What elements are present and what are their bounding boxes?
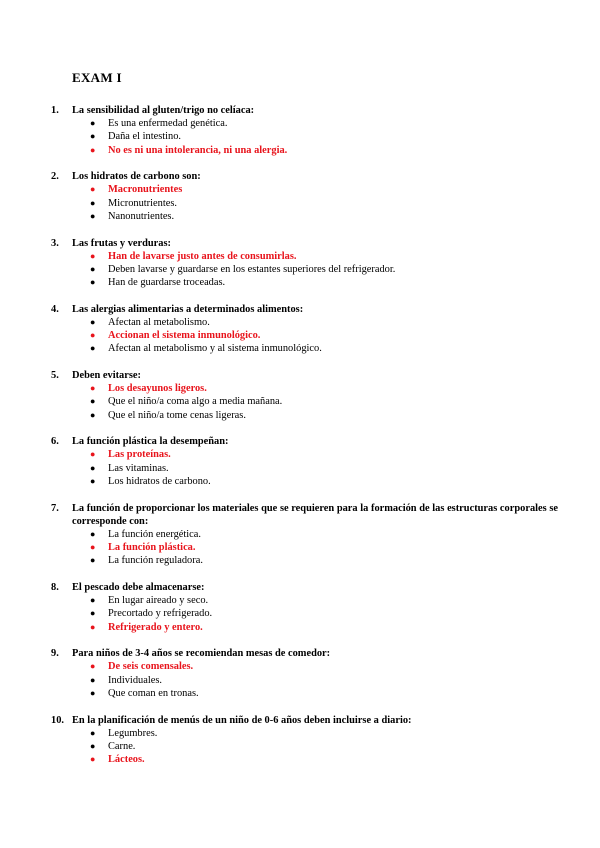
question-heading xyxy=(0,104,600,117)
answer-option xyxy=(0,554,600,567)
bullet-icon: ● xyxy=(90,409,96,420)
question-heading xyxy=(0,170,600,183)
question-number: 3. xyxy=(51,237,59,249)
option-list xyxy=(0,660,600,700)
bullet-icon: ● xyxy=(90,687,96,698)
option-list xyxy=(0,448,600,488)
question-heading xyxy=(0,237,600,250)
bullet-icon: ● xyxy=(90,740,96,751)
question-text: Las frutas y verduras: xyxy=(72,237,171,249)
option-text: Deben lavarse y guardarse en los estantes superiores del refrigerador. xyxy=(108,263,396,275)
option-text: Nanonutrientes. xyxy=(108,210,175,222)
correct-answer-option xyxy=(0,144,600,157)
answer-option xyxy=(0,342,600,355)
question-7 xyxy=(0,502,600,568)
option-text: Carne. xyxy=(108,740,136,752)
correct-answer-option xyxy=(0,753,600,766)
question-number: 7. xyxy=(51,502,59,514)
option-text: No es ni una intolerancia, ni una alergia. xyxy=(108,144,288,156)
option-list xyxy=(0,594,600,634)
correct-answer-option xyxy=(0,183,600,196)
bullet-icon: ● xyxy=(90,184,96,195)
option-text: Macronutrientes xyxy=(108,184,183,196)
question-heading xyxy=(0,502,600,528)
option-text: Lácteos. xyxy=(108,754,145,766)
bullet-icon: ● xyxy=(90,144,96,155)
answer-option xyxy=(0,130,600,143)
option-text: Daña el intestino. xyxy=(108,131,182,143)
question-heading xyxy=(0,303,600,316)
option-list xyxy=(0,316,600,356)
bullet-icon: ● xyxy=(90,131,96,142)
question-1 xyxy=(0,104,600,157)
option-text: Afectan al metabolismo y al sistema inmunológico. xyxy=(108,343,322,355)
question-list xyxy=(0,104,600,780)
question-5 xyxy=(0,369,600,422)
question-number: 10. xyxy=(51,714,64,726)
bullet-icon: ● xyxy=(90,396,96,407)
answer-option xyxy=(0,462,600,475)
question-text: El pescado debe almacenarse: xyxy=(72,581,205,593)
question-text: Para niños de 3-4 años se recomiendan mesas de comedor: xyxy=(72,648,331,660)
bullet-icon: ● xyxy=(90,541,96,552)
correct-answer-option xyxy=(0,621,600,634)
option-list xyxy=(0,183,600,223)
answer-option xyxy=(0,210,600,223)
option-text: Las proteínas. xyxy=(108,449,171,461)
option-text: Han de guardarse troceadas. xyxy=(108,277,226,289)
question-text: Los hidratos de carbono son: xyxy=(72,171,201,183)
option-text: Los desayunos ligeros. xyxy=(108,383,207,395)
correct-answer-option xyxy=(0,329,600,342)
exam-title: EXAM I xyxy=(72,70,122,85)
bullet-icon: ● xyxy=(90,462,96,473)
question-number: 2. xyxy=(51,171,59,183)
question-number: 8. xyxy=(51,581,59,593)
option-text: En lugar aireado y seco. xyxy=(108,594,209,606)
question-text: Las alergias alimentarias a determinados alimentos: xyxy=(72,303,304,315)
bullet-icon: ● xyxy=(90,594,96,605)
option-text: La función energética. xyxy=(108,528,201,540)
answer-option xyxy=(0,594,600,607)
option-text: Afectan al metabolismo. xyxy=(108,316,210,328)
answer-option xyxy=(0,395,600,408)
bullet-icon: ● xyxy=(90,330,96,341)
bullet-icon: ● xyxy=(90,555,96,566)
option-list xyxy=(0,382,600,422)
question-text: Deben evitarse: xyxy=(72,370,141,382)
question-number: 6. xyxy=(51,436,59,448)
question-4 xyxy=(0,303,600,356)
question-9 xyxy=(0,647,600,700)
option-list xyxy=(0,250,600,290)
question-heading xyxy=(0,714,600,727)
question-10 xyxy=(0,714,600,767)
option-text: De seis comensales. xyxy=(108,661,194,673)
option-text: Refrigerado y entero. xyxy=(108,621,203,633)
bullet-icon: ● xyxy=(90,197,96,208)
answer-option xyxy=(0,409,600,422)
answer-option xyxy=(0,740,600,753)
question-8 xyxy=(0,581,600,634)
question-6 xyxy=(0,435,600,488)
answer-option xyxy=(0,674,600,687)
option-text: Individuales. xyxy=(108,674,162,686)
option-text: Han de lavarse justo antes de consumirlas. xyxy=(108,250,297,262)
answer-option xyxy=(0,117,600,130)
bullet-icon: ● xyxy=(90,727,96,738)
bullet-icon: ● xyxy=(90,674,96,685)
option-text: Las vitaminas. xyxy=(108,462,169,474)
bullet-icon: ● xyxy=(90,316,96,327)
option-text: Los hidratos de carbono. xyxy=(108,476,211,487)
question-heading xyxy=(0,435,600,448)
option-text: Que el niño/a tome cenas ligeras. xyxy=(108,409,246,421)
bullet-icon: ● xyxy=(90,754,96,765)
option-text: Que el niño/a coma algo a media mañana. xyxy=(108,396,283,408)
bullet-icon: ● xyxy=(90,210,96,221)
question-text: En la planificación de menús de un niño de 0-6 años deben incluirse a diario: xyxy=(72,714,412,726)
answer-option xyxy=(0,727,600,740)
question-number: 9. xyxy=(51,648,59,660)
correct-answer-option xyxy=(0,250,600,263)
question-number: 1. xyxy=(51,105,59,116)
bullet-icon: ● xyxy=(90,449,96,460)
answer-option xyxy=(0,263,600,276)
option-text: Accionan el sistema inmunológico. xyxy=(108,330,261,342)
option-list xyxy=(0,727,600,767)
question-text: La función de proporcionar los materiales que se requieren para la formación de las estructuras corporales se corresponde con: xyxy=(72,502,558,527)
correct-answer-option xyxy=(0,541,600,554)
bullet-icon: ● xyxy=(90,118,96,128)
question-text: La sensibilidad al gluten/trigo no celíaca: xyxy=(72,105,255,116)
question-heading xyxy=(0,581,600,594)
option-text: La función plástica. xyxy=(108,541,196,553)
option-text: Micronutrientes. xyxy=(108,197,177,209)
question-heading xyxy=(0,369,600,382)
correct-answer-option xyxy=(0,448,600,461)
answer-option xyxy=(0,316,600,329)
question-heading xyxy=(0,647,600,660)
bullet-icon: ● xyxy=(90,528,96,539)
question-number: 5. xyxy=(51,370,59,382)
correct-answer-option xyxy=(0,382,600,395)
option-text: Legumbres. xyxy=(108,727,158,739)
bullet-icon: ● xyxy=(90,383,96,394)
option-text: Es una enfermedad genética. xyxy=(108,118,228,129)
bullet-icon: ● xyxy=(90,608,96,619)
answer-option xyxy=(0,528,600,541)
answer-option xyxy=(0,687,600,700)
bullet-icon: ● xyxy=(90,661,96,672)
option-list xyxy=(0,528,600,568)
bullet-icon: ● xyxy=(90,476,96,486)
answer-option xyxy=(0,197,600,210)
answer-option xyxy=(0,276,600,289)
option-list xyxy=(0,117,600,157)
answer-option xyxy=(0,475,600,488)
question-2 xyxy=(0,170,600,223)
question-3 xyxy=(0,237,600,290)
option-text: Que coman en tronas. xyxy=(108,687,199,699)
bullet-icon: ● xyxy=(90,343,96,354)
answer-option xyxy=(0,607,600,620)
option-text: La función reguladora. xyxy=(108,555,203,567)
question-number: 4. xyxy=(51,303,59,315)
correct-answer-option xyxy=(0,660,600,673)
bullet-icon: ● xyxy=(90,277,96,288)
bullet-icon: ● xyxy=(90,621,96,632)
bullet-icon: ● xyxy=(90,250,96,261)
question-text: La función plástica la desempeñan: xyxy=(72,436,229,448)
bullet-icon: ● xyxy=(90,263,96,274)
option-text: Precortado y refrigerado. xyxy=(108,608,213,620)
